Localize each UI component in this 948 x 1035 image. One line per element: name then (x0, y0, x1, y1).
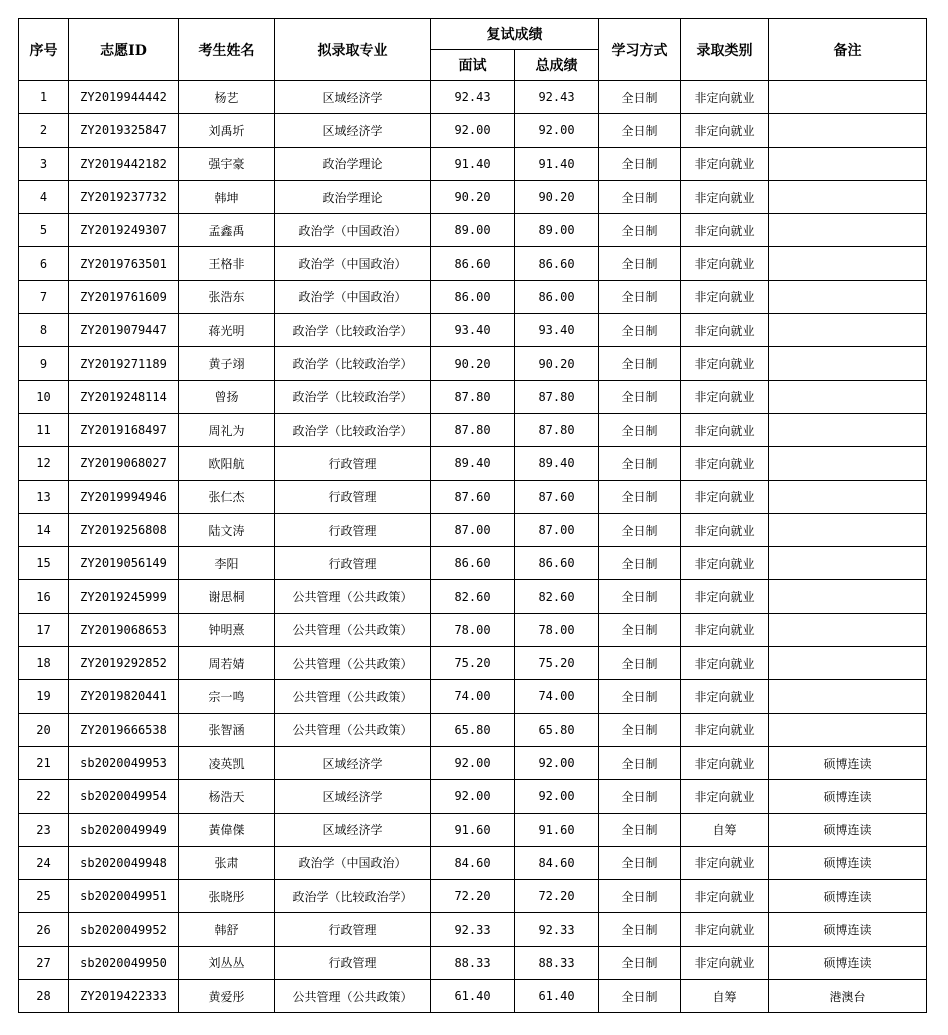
cell-total: 92.43 (515, 81, 599, 114)
cell-name: 王格非 (179, 247, 275, 280)
cell-interview: 92.43 (431, 81, 515, 114)
cell-remark (769, 81, 927, 114)
cell-name: 陆文涛 (179, 513, 275, 546)
cell-id: ZY2019248114 (69, 380, 179, 413)
cell-category: 非定向就业 (681, 680, 769, 713)
cell-study-mode: 全日制 (599, 880, 681, 913)
cell-id: sb2020049953 (69, 746, 179, 779)
cell-interview: 74.00 (431, 680, 515, 713)
cell-study-mode: 全日制 (599, 513, 681, 546)
cell-category: 非定向就业 (681, 580, 769, 613)
cell-seq: 28 (19, 980, 69, 1013)
cell-study-mode: 全日制 (599, 713, 681, 746)
cell-interview: 87.80 (431, 380, 515, 413)
cell-seq: 15 (19, 547, 69, 580)
cell-category: 非定向就业 (681, 247, 769, 280)
cell-category: 非定向就业 (681, 913, 769, 946)
cell-study-mode: 全日制 (599, 380, 681, 413)
cell-seq: 19 (19, 680, 69, 713)
cell-interview: 86.60 (431, 247, 515, 280)
cell-total: 91.40 (515, 147, 599, 180)
cell-interview: 86.60 (431, 547, 515, 580)
cell-category: 非定向就业 (681, 280, 769, 313)
cell-name: 强宇豪 (179, 147, 275, 180)
cell-name: 孟鑫禹 (179, 214, 275, 247)
cell-study-mode: 全日制 (599, 280, 681, 313)
cell-total: 87.80 (515, 413, 599, 446)
cell-category: 非定向就业 (681, 114, 769, 147)
cell-seq: 9 (19, 347, 69, 380)
table-row (19, 613, 927, 646)
cell-major: 区域经济学 (275, 81, 431, 114)
cell-total: 72.20 (515, 880, 599, 913)
cell-seq: 26 (19, 913, 69, 946)
cell-study-mode: 全日制 (599, 180, 681, 213)
cell-id: ZY2019944442 (69, 81, 179, 114)
cell-remark: 硕博连读 (769, 913, 927, 946)
header-seq: 序号 (19, 19, 69, 81)
table-row (19, 314, 927, 347)
cell-study-mode: 全日制 (599, 81, 681, 114)
cell-remark (769, 280, 927, 313)
cell-category: 非定向就业 (681, 214, 769, 247)
admission-table (18, 18, 927, 1013)
cell-id: ZY2019237732 (69, 180, 179, 213)
cell-name: 谢思桐 (179, 580, 275, 613)
cell-major: 区域经济学 (275, 780, 431, 813)
table-row (19, 214, 927, 247)
cell-name: 黄爱彤 (179, 980, 275, 1013)
header-retest-score: 复试成绩 (431, 19, 599, 50)
cell-name: 杨浩天 (179, 780, 275, 813)
table-body (19, 81, 927, 1013)
cell-major: 公共管理（公共政策） (275, 680, 431, 713)
header-name: 考生姓名 (179, 19, 275, 81)
table-row (19, 946, 927, 979)
cell-interview: 61.40 (431, 980, 515, 1013)
cell-id: ZY2019271189 (69, 347, 179, 380)
cell-study-mode: 全日制 (599, 447, 681, 480)
cell-category: 自筹 (681, 980, 769, 1013)
table-row (19, 713, 927, 746)
cell-id: ZY2019168497 (69, 413, 179, 446)
cell-total: 89.40 (515, 447, 599, 480)
cell-total: 87.60 (515, 480, 599, 513)
cell-major: 政治学（比较政治学） (275, 380, 431, 413)
table-row (19, 280, 927, 313)
cell-total: 91.60 (515, 813, 599, 846)
cell-study-mode: 全日制 (599, 780, 681, 813)
cell-total: 90.20 (515, 347, 599, 380)
cell-major: 区域经济学 (275, 114, 431, 147)
cell-name: 张晓彤 (179, 880, 275, 913)
cell-name: 刘丛丛 (179, 946, 275, 979)
cell-major: 行政管理 (275, 946, 431, 979)
cell-study-mode: 全日制 (599, 347, 681, 380)
table-row (19, 580, 927, 613)
cell-name: 韩舒 (179, 913, 275, 946)
cell-id: ZY2019994946 (69, 480, 179, 513)
cell-category: 非定向就业 (681, 746, 769, 779)
table-row (19, 846, 927, 879)
cell-major: 政治学（比较政治学） (275, 314, 431, 347)
table-row (19, 147, 927, 180)
cell-id: ZY2019256808 (69, 513, 179, 546)
table-row (19, 913, 927, 946)
cell-major: 行政管理 (275, 547, 431, 580)
cell-remark: 硕博连读 (769, 846, 927, 879)
cell-interview: 92.00 (431, 746, 515, 779)
cell-major: 政治学理论 (275, 180, 431, 213)
cell-seq: 27 (19, 946, 69, 979)
cell-interview: 72.20 (431, 880, 515, 913)
cell-category: 非定向就业 (681, 513, 769, 546)
cell-seq: 18 (19, 647, 69, 680)
cell-total: 65.80 (515, 713, 599, 746)
cell-remark: 硕博连读 (769, 746, 927, 779)
cell-name: 刘禹圻 (179, 114, 275, 147)
cell-remark (769, 413, 927, 446)
cell-total: 92.33 (515, 913, 599, 946)
cell-name: 周礼为 (179, 413, 275, 446)
cell-study-mode: 全日制 (599, 680, 681, 713)
cell-major: 政治学（中国政治） (275, 280, 431, 313)
cell-category: 非定向就业 (681, 347, 769, 380)
cell-remark (769, 513, 927, 546)
cell-interview: 90.20 (431, 347, 515, 380)
cell-id: sb2020049951 (69, 880, 179, 913)
table-row (19, 480, 927, 513)
cell-seq: 1 (19, 81, 69, 114)
cell-remark (769, 314, 927, 347)
cell-id: ZY2019079447 (69, 314, 179, 347)
cell-category: 非定向就业 (681, 713, 769, 746)
cell-interview: 91.60 (431, 813, 515, 846)
table-row (19, 680, 927, 713)
table-row (19, 980, 927, 1013)
cell-category: 非定向就业 (681, 880, 769, 913)
cell-id: ZY2019325847 (69, 114, 179, 147)
cell-major: 行政管理 (275, 480, 431, 513)
cell-total: 86.60 (515, 547, 599, 580)
cell-major: 公共管理（公共政策） (275, 713, 431, 746)
header-category: 录取类别 (681, 19, 769, 81)
cell-major: 公共管理（公共政策） (275, 647, 431, 680)
cell-total: 89.00 (515, 214, 599, 247)
cell-major: 政治学（比较政治学） (275, 413, 431, 446)
table-row (19, 547, 927, 580)
cell-category: 非定向就业 (681, 547, 769, 580)
cell-interview: 89.40 (431, 447, 515, 480)
cell-interview: 78.00 (431, 613, 515, 646)
cell-name: 张智涵 (179, 713, 275, 746)
cell-seq: 13 (19, 480, 69, 513)
cell-study-mode: 全日制 (599, 547, 681, 580)
cell-remark: 硕博连读 (769, 780, 927, 813)
cell-id: ZY2019442182 (69, 147, 179, 180)
cell-interview: 92.00 (431, 780, 515, 813)
cell-study-mode: 全日制 (599, 314, 681, 347)
cell-category: 非定向就业 (681, 613, 769, 646)
table-header (19, 19, 927, 81)
cell-seq: 25 (19, 880, 69, 913)
cell-total: 78.00 (515, 613, 599, 646)
cell-interview: 89.00 (431, 214, 515, 247)
cell-remark (769, 647, 927, 680)
table-row (19, 813, 927, 846)
cell-major: 行政管理 (275, 913, 431, 946)
cell-seq: 12 (19, 447, 69, 480)
cell-major: 公共管理（公共政策） (275, 613, 431, 646)
cell-study-mode: 全日制 (599, 913, 681, 946)
cell-interview: 87.60 (431, 480, 515, 513)
cell-interview: 87.00 (431, 513, 515, 546)
table-row (19, 746, 927, 779)
cell-id: sb2020049948 (69, 846, 179, 879)
table-row (19, 647, 927, 680)
cell-interview: 84.60 (431, 846, 515, 879)
cell-study-mode: 全日制 (599, 214, 681, 247)
cell-total: 88.33 (515, 946, 599, 979)
cell-major: 政治学（中国政治） (275, 846, 431, 879)
cell-total: 61.40 (515, 980, 599, 1013)
cell-remark (769, 480, 927, 513)
cell-category: 非定向就业 (681, 314, 769, 347)
cell-interview: 87.80 (431, 413, 515, 446)
cell-id: sb2020049954 (69, 780, 179, 813)
cell-id: ZY2019249307 (69, 214, 179, 247)
cell-id: ZY2019292852 (69, 647, 179, 680)
cell-category: 非定向就业 (681, 147, 769, 180)
cell-study-mode: 全日制 (599, 147, 681, 180)
cell-major: 政治学（中国政治） (275, 247, 431, 280)
cell-id: sb2020049952 (69, 913, 179, 946)
cell-study-mode: 全日制 (599, 247, 681, 280)
cell-seq: 4 (19, 180, 69, 213)
cell-major: 行政管理 (275, 513, 431, 546)
cell-major: 区域经济学 (275, 746, 431, 779)
cell-seq: 3 (19, 147, 69, 180)
cell-remark (769, 114, 927, 147)
cell-id: ZY2019068653 (69, 613, 179, 646)
cell-major: 公共管理（公共政策） (275, 580, 431, 613)
cell-total: 86.00 (515, 280, 599, 313)
cell-remark: 硕博连读 (769, 946, 927, 979)
cell-study-mode: 全日制 (599, 980, 681, 1013)
cell-seq: 6 (19, 247, 69, 280)
cell-category: 非定向就业 (681, 946, 769, 979)
cell-major: 行政管理 (275, 447, 431, 480)
cell-remark: 硕博连读 (769, 813, 927, 846)
cell-name: 张浩东 (179, 280, 275, 313)
cell-total: 82.60 (515, 580, 599, 613)
cell-category: 非定向就业 (681, 413, 769, 446)
cell-id: ZY2019666538 (69, 713, 179, 746)
cell-id: sb2020049950 (69, 946, 179, 979)
cell-interview: 86.00 (431, 280, 515, 313)
cell-seq: 16 (19, 580, 69, 613)
cell-seq: 23 (19, 813, 69, 846)
table-row (19, 380, 927, 413)
cell-id: ZY2019245999 (69, 580, 179, 613)
cell-remark (769, 713, 927, 746)
table-row (19, 180, 927, 213)
cell-remark (769, 547, 927, 580)
cell-category: 非定向就业 (681, 780, 769, 813)
cell-seq: 14 (19, 513, 69, 546)
cell-remark (769, 680, 927, 713)
cell-major: 政治学（中国政治） (275, 214, 431, 247)
cell-category: 非定向就业 (681, 647, 769, 680)
cell-name: 韩坤 (179, 180, 275, 213)
table-row (19, 447, 927, 480)
cell-study-mode: 全日制 (599, 413, 681, 446)
cell-interview: 91.40 (431, 147, 515, 180)
cell-study-mode: 全日制 (599, 746, 681, 779)
table-row (19, 413, 927, 446)
cell-interview: 75.20 (431, 647, 515, 680)
cell-study-mode: 全日制 (599, 846, 681, 879)
cell-remark (769, 147, 927, 180)
cell-seq: 11 (19, 413, 69, 446)
cell-total: 84.60 (515, 846, 599, 879)
header-major: 拟录取专业 (275, 19, 431, 81)
header-total: 总成绩 (515, 50, 599, 81)
cell-name: 宗一鸣 (179, 680, 275, 713)
cell-seq: 8 (19, 314, 69, 347)
table-row (19, 513, 927, 546)
cell-interview: 65.80 (431, 713, 515, 746)
cell-id: ZY2019422333 (69, 980, 179, 1013)
cell-id: ZY2019068027 (69, 447, 179, 480)
cell-category: 非定向就业 (681, 480, 769, 513)
cell-name: 凌英凯 (179, 746, 275, 779)
cell-remark (769, 447, 927, 480)
cell-study-mode: 全日制 (599, 946, 681, 979)
cell-interview: 82.60 (431, 580, 515, 613)
cell-total: 87.80 (515, 380, 599, 413)
cell-seq: 24 (19, 846, 69, 879)
cell-major: 政治学理论 (275, 147, 431, 180)
header-interview: 面试 (431, 50, 515, 81)
cell-remark (769, 613, 927, 646)
cell-total: 92.00 (515, 114, 599, 147)
cell-name: 周若婧 (179, 647, 275, 680)
cell-id: ZY2019761609 (69, 280, 179, 313)
cell-id: sb2020049949 (69, 813, 179, 846)
cell-interview: 92.00 (431, 114, 515, 147)
cell-name: 蒋光明 (179, 314, 275, 347)
cell-total: 93.40 (515, 314, 599, 347)
cell-category: 非定向就业 (681, 447, 769, 480)
cell-name: 黄子翊 (179, 347, 275, 380)
cell-total: 74.00 (515, 680, 599, 713)
cell-name: 杨艺 (179, 81, 275, 114)
cell-name: 钟明熹 (179, 613, 275, 646)
cell-name: 欧阳航 (179, 447, 275, 480)
cell-study-mode: 全日制 (599, 480, 681, 513)
cell-name: 黃偉傑 (179, 813, 275, 846)
cell-seq: 5 (19, 214, 69, 247)
cell-major: 公共管理（公共政策） (275, 980, 431, 1013)
table-row (19, 114, 927, 147)
cell-study-mode: 全日制 (599, 580, 681, 613)
table-row (19, 347, 927, 380)
cell-id: ZY2019820441 (69, 680, 179, 713)
cell-name: 张仁杰 (179, 480, 275, 513)
cell-category: 非定向就业 (681, 380, 769, 413)
cell-seq: 17 (19, 613, 69, 646)
cell-remark (769, 347, 927, 380)
cell-category: 非定向就业 (681, 81, 769, 114)
cell-total: 86.60 (515, 247, 599, 280)
cell-major: 政治学（比较政治学） (275, 347, 431, 380)
cell-total: 87.00 (515, 513, 599, 546)
cell-total: 92.00 (515, 746, 599, 779)
cell-category: 非定向就业 (681, 846, 769, 879)
cell-study-mode: 全日制 (599, 813, 681, 846)
cell-name: 张肃 (179, 846, 275, 879)
cell-category: 非定向就业 (681, 180, 769, 213)
cell-major: 政治学（比较政治学） (275, 880, 431, 913)
table-row (19, 81, 927, 114)
cell-seq: 7 (19, 280, 69, 313)
table-row (19, 880, 927, 913)
cell-total: 92.00 (515, 780, 599, 813)
cell-study-mode: 全日制 (599, 647, 681, 680)
cell-category: 自筹 (681, 813, 769, 846)
cell-remark: 硕博连读 (769, 880, 927, 913)
cell-remark (769, 214, 927, 247)
cell-remark (769, 580, 927, 613)
cell-interview: 93.40 (431, 314, 515, 347)
cell-seq: 10 (19, 380, 69, 413)
cell-name: 李阳 (179, 547, 275, 580)
table-row (19, 780, 927, 813)
cell-seq: 22 (19, 780, 69, 813)
cell-remark (769, 380, 927, 413)
cell-major: 区域经济学 (275, 813, 431, 846)
cell-interview: 88.33 (431, 946, 515, 979)
cell-study-mode: 全日制 (599, 114, 681, 147)
cell-study-mode: 全日制 (599, 613, 681, 646)
cell-remark: 港澳台 (769, 980, 927, 1013)
cell-id: ZY2019763501 (69, 247, 179, 280)
cell-remark (769, 180, 927, 213)
table-row (19, 247, 927, 280)
cell-id: ZY2019056149 (69, 547, 179, 580)
cell-seq: 21 (19, 746, 69, 779)
cell-name: 曾扬 (179, 380, 275, 413)
cell-interview: 92.33 (431, 913, 515, 946)
cell-total: 75.20 (515, 647, 599, 680)
header-study-mode: 学习方式 (599, 19, 681, 81)
cell-seq: 2 (19, 114, 69, 147)
cell-interview: 90.20 (431, 180, 515, 213)
header-remark: 备注 (769, 19, 927, 81)
cell-total: 90.20 (515, 180, 599, 213)
header-id: 志愿ID (69, 19, 179, 81)
cell-seq: 20 (19, 713, 69, 746)
cell-remark (769, 247, 927, 280)
